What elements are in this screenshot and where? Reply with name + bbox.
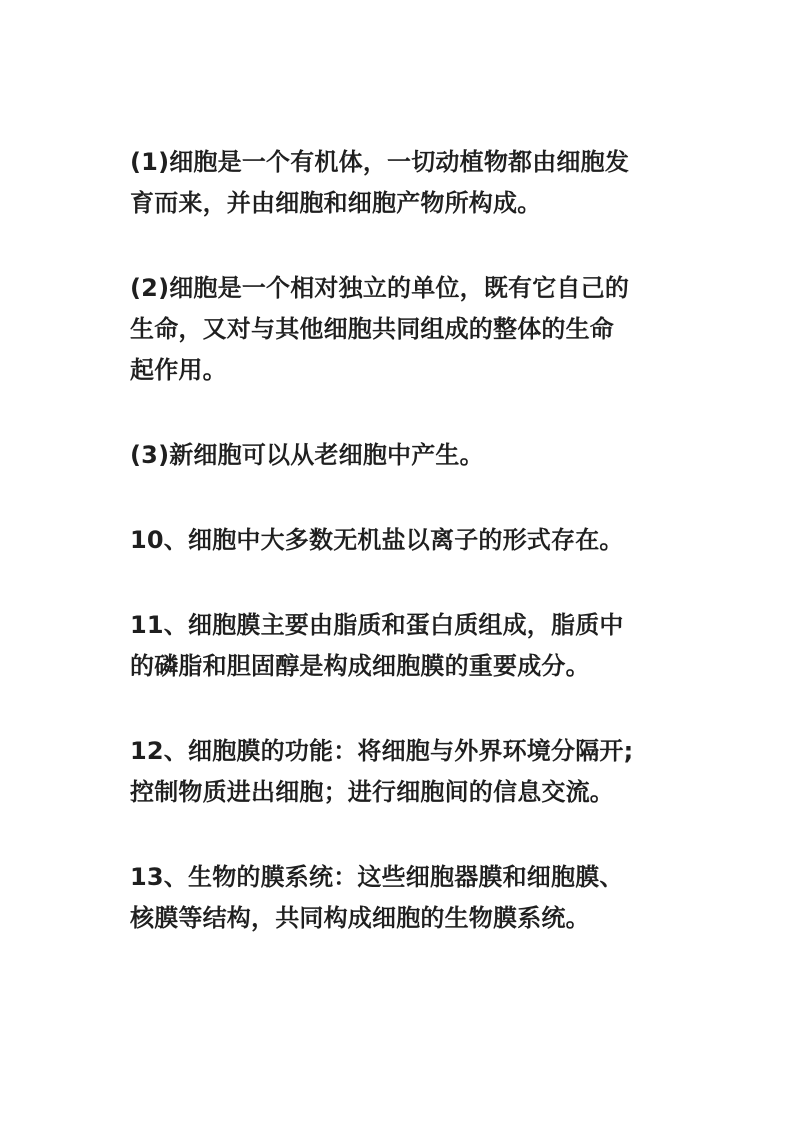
paragraph-cell-theory-2: (2)细胞是一个相对独立的单位，既有它自己的 生命，又对与其他细胞共同组成的整体的生命 起作用。: [130, 274, 630, 384]
paragraph-item-10: 10、细胞中大多数无机盐以离子的形式存在。: [130, 526, 624, 554]
paragraph-item-11: 11、细胞膜主要由脂质和蛋白质组成，脂质中 的磷脂和胆固醇是构成细胞膜的重要成分。: [130, 611, 624, 680]
paragraph-item-13: 13、生物的膜系统：这些细胞器膜和细胞膜、 核膜等结构，共同构成细胞的生物膜系统。: [130, 863, 624, 932]
document-body: [130, 142, 670, 983]
paragraph-cell-theory-1: (1)细胞是一个有机体，一切动植物都由细胞发 育而来，并由细胞和细胞产物所构成。: [130, 148, 630, 217]
paragraph-item-12: 12、细胞膜的功能：将细胞与外界环境分隔开; 控制物质进出细胞；进行细胞间的信息交流。: [130, 737, 634, 806]
paragraph-cell-theory-3: (3)新细胞可以从老细胞中产生。: [130, 441, 484, 469]
